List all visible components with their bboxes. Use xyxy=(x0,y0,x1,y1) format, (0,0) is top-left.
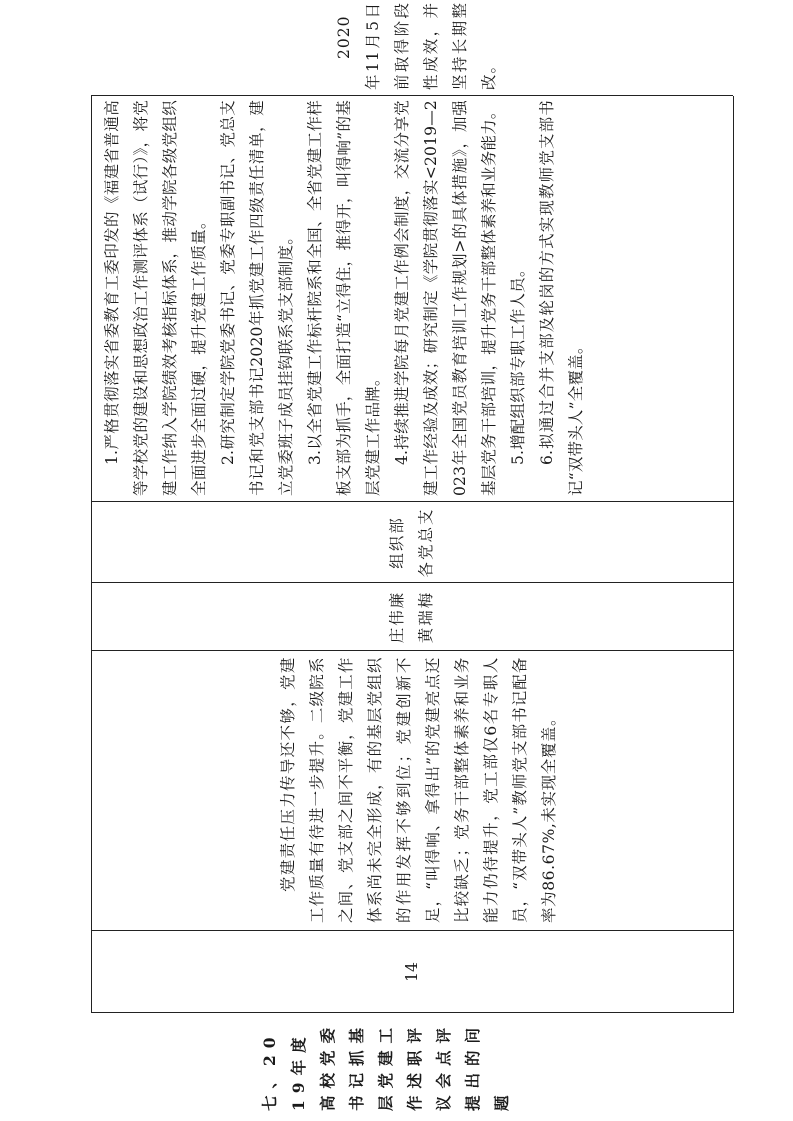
col-border-5 xyxy=(91,95,733,96)
leaders-cell xyxy=(91,583,733,651)
leader-name: 黄瑞梅 xyxy=(417,590,435,644)
problem-cell xyxy=(274,657,564,923)
measure-item: 6.拟通过合并支部及轮岗的方式实现教师党支部书记“双带头人”全覆盖。 xyxy=(538,100,585,496)
problem-text: 党建责任压力传导还不够，党建工作质量有待进一步提升。二级院系之间、党支部之间不平衡，党建工作体系尚未完全形成，有的基层党组织的作用发挥不够到位；党建创新不足，“叫得响、拿得出”的党建亮点还比较缺乏；党务干部整体素养和业务能力仍待提升，党工部仅6名专职人员，“双带头人”教师党支部书记配备率为86.67%,未实现全覆盖。 xyxy=(279,657,558,923)
measures-cell xyxy=(98,100,591,496)
departments-cell xyxy=(91,502,733,583)
department-name: 组织部 xyxy=(388,516,406,569)
deadline-cell xyxy=(330,2,504,90)
row-number-cell xyxy=(91,931,733,1013)
measure-item: 1.严格贯彻落实省委教育工委印发的《福建省普通高等学校党的建设和思想政治工作测评体系（试行）》，将党建工作纳入学院绩效考核指标体系，推动学院各级党组织全面进步全面过硬，提升党建工作质量。 xyxy=(103,100,208,496)
row-number: 14 xyxy=(403,962,421,982)
measure-item: 3.以全省党建工作标杆院系和全国、全省党建工作样板支部为抓手，全面打造“立得住，推得开，叫得响”的基层党建工作品牌。 xyxy=(306,100,382,496)
table-bottom-border xyxy=(733,96,734,1013)
deadline-text: 2020年11月5日前取得阶段性成效，并坚持长期整改。 xyxy=(335,2,498,90)
measure-item: 5.增配组织部专职工作人员。 xyxy=(509,261,527,465)
measure-item: 4.持续推进学院每月党建工作例会制度，交流分享党建工作经验及成效；研究制定《学院贯彻落实<2019—2023年全国党员教育培训工作规划>的具体措施》，加强基层党务干部培训，提升党务干部整体素养和业务能力。 xyxy=(393,100,498,496)
leader-name: 庄伟廉 xyxy=(388,590,406,644)
measure-item: 2.研究制定学院党委书记、党委专职副书记、党总支书记和党支部书记2020年抓党建工作四级责任清单，建立党委班子成员挂钩联系党支部制度。 xyxy=(219,100,295,496)
department-name: 各党总支 xyxy=(417,507,435,578)
row-category: 七、2019年度高校党委书记抓基层党建工作述职评议会点评提出的问题 xyxy=(260,1020,511,1111)
